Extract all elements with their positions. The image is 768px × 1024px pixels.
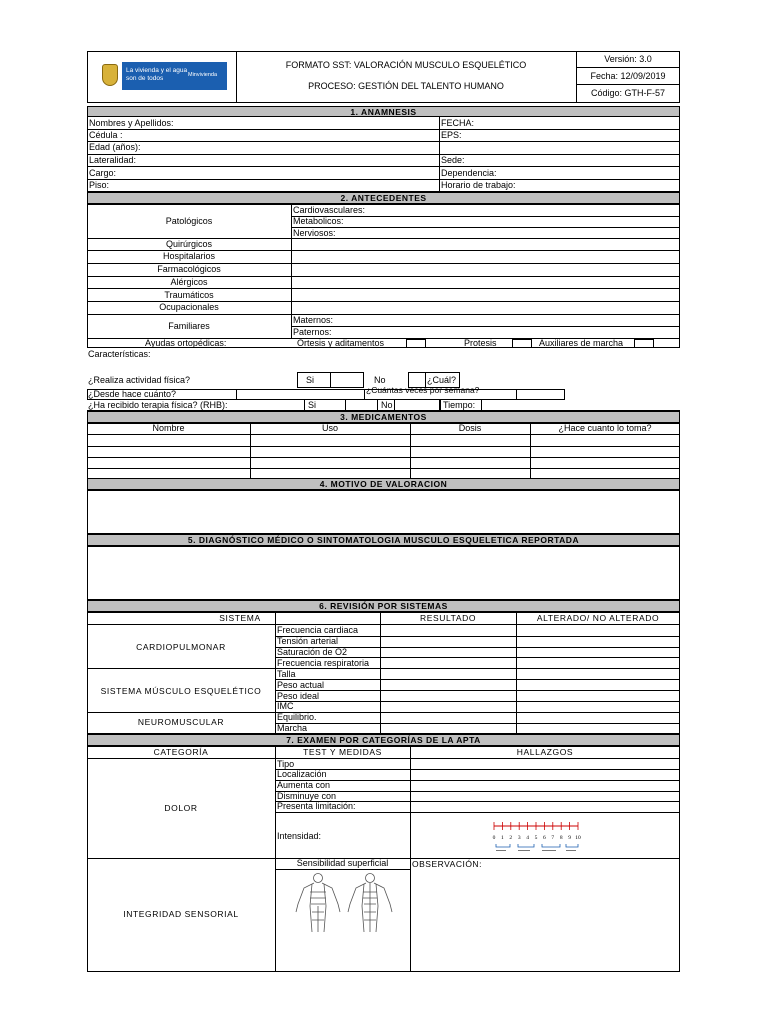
logo-text-line1: La vivienda y el agua xyxy=(126,67,188,74)
therapy-yes-label: Si xyxy=(308,400,317,410)
form-title: FORMATO SST: VALORACIÓN MUSCULO ESQUELÉTICO xyxy=(285,60,527,70)
pain-scale-number: 6 xyxy=(543,835,546,841)
cardiopulmonary-label: CARDIOPULMONAR xyxy=(136,642,226,652)
hospital-label: Hospitalarios xyxy=(162,251,216,261)
current-weight-label: Peso actual xyxy=(277,680,325,690)
findings-col-header: HALLAZGOS xyxy=(516,747,574,757)
category-col-header: CATEGORÍA xyxy=(153,747,209,757)
prosthesis-label: Protesis xyxy=(464,338,497,348)
med-col-use: Uso xyxy=(321,423,338,433)
superficial-sensitivity-label: Sensibilidad superficial xyxy=(296,858,389,868)
walking-aids-checkbox[interactable] xyxy=(634,339,654,348)
therapy-no-check[interactable] xyxy=(394,399,440,411)
pain-scale-number: 0 xyxy=(492,835,496,841)
oxygen-saturation-label: Saturación de O2 xyxy=(277,647,348,657)
process-title: PROCESO: GESTIÓN DEL TALENTO HUMANO xyxy=(308,81,504,91)
result-col-header: RESULTADO xyxy=(419,613,477,623)
orthoses-label: Ortesis y aditamentos xyxy=(297,338,385,348)
med-col-dose: Dosis xyxy=(458,423,482,433)
pain-scale-number: 9 xyxy=(568,835,571,841)
section-6-header: 6. REVISIÓN POR SISTEMAS xyxy=(87,600,680,612)
surgical-label: Quirúrgicos xyxy=(165,239,212,249)
med-col-since: ¿Hace cuanto lo toma? xyxy=(558,423,652,433)
schedule-field-label[interactable]: Horario de trabajo: xyxy=(441,180,516,190)
section-2-header: 2. ANTECEDENTES xyxy=(87,192,680,204)
nervous-label[interactable]: Nerviosos: xyxy=(293,228,336,238)
section-7-header: 7. EXAMEN POR CATEGORÍAS DE LA APTA xyxy=(87,734,680,746)
pain-scale-number: 1 xyxy=(501,835,504,841)
section-3-header: 3. MEDICAMENTOS xyxy=(87,411,680,423)
musculoskeletal-label: SISTEMA MÚSCULO ESQUELÉTICO xyxy=(100,686,262,696)
date-field-label[interactable]: FECHA: xyxy=(441,118,475,128)
altered-col-header: ALTERADO/ NO ALTERADO xyxy=(536,613,660,623)
site-field-label[interactable]: Sede: xyxy=(441,155,465,165)
pain-scale-number: 3 xyxy=(517,835,521,841)
maternal-label[interactable]: Maternos: xyxy=(293,315,334,325)
activity-no-label: No xyxy=(374,375,386,385)
activity-yes-label: Si xyxy=(306,375,315,385)
allergic-label: Alérgicos xyxy=(170,277,208,287)
observation-label[interactable]: OBSERVACIÓN: xyxy=(412,859,482,869)
occupational-label: Ocupacionales xyxy=(159,302,219,312)
height-label: Talla xyxy=(277,669,296,679)
pathological-label: Patológicos xyxy=(165,216,213,226)
pain-scale[interactable] xyxy=(492,818,584,854)
characteristics-label[interactable]: Características: xyxy=(88,349,151,359)
metabolic-label[interactable]: Metabolicos: xyxy=(293,216,344,226)
systems-table xyxy=(87,612,680,734)
position-field-label[interactable]: Cargo: xyxy=(89,168,117,178)
coat-of-arms-icon xyxy=(102,64,118,86)
bmi-label: IMC xyxy=(277,701,294,711)
therapy-label: ¿Ha recibido terapia física? (RHB): xyxy=(88,400,228,410)
eps-field-label[interactable]: EPS: xyxy=(441,130,462,140)
date-label: Fecha: 12/09/2019 xyxy=(590,71,666,81)
intensity-label: Intensidad: xyxy=(277,831,322,841)
logo xyxy=(96,60,231,92)
paternal-label[interactable]: Paternos: xyxy=(293,327,332,337)
balance-label: Equilibrio. xyxy=(277,712,317,722)
med-col-name: Nombre xyxy=(152,423,185,433)
therapy-time-box[interactable] xyxy=(440,399,482,411)
therapy-time-label[interactable]: Tiempo: xyxy=(443,400,476,410)
blood-pressure-label: Tensión arterial xyxy=(277,636,339,646)
id-field-label[interactable]: Cédula : xyxy=(89,130,123,140)
activity-yes-check[interactable] xyxy=(330,372,364,388)
pain-location-label: Localización xyxy=(277,769,327,779)
age-field-label[interactable]: Edad (años): xyxy=(89,142,141,152)
pain-scale-number: 2 xyxy=(509,835,513,841)
pain-type-label: Tipo xyxy=(277,759,295,769)
traumatic-label: Traumáticos xyxy=(164,290,214,300)
version-label: Versión: 3.0 xyxy=(604,54,652,64)
sensory-integrity-label: INTEGRIDAD SENSORIAL xyxy=(123,909,239,919)
logo-ministry: Minvivienda xyxy=(188,72,218,78)
name-field-label[interactable]: Nombres y Apellidos: xyxy=(89,118,174,128)
code-label: Código: GTH-F-57 xyxy=(590,88,666,98)
pain-label: DOLOR xyxy=(164,803,198,813)
section-1-header: 1. ANAMNESIS xyxy=(87,106,680,117)
neuromuscular-label: NEUROMUSCULAR xyxy=(137,717,225,727)
ideal-weight-label: Peso ideal xyxy=(277,691,320,701)
pain-decreases-label: Disminuye con xyxy=(277,791,337,801)
pain-scale-number: 5 xyxy=(534,835,538,841)
limitation-label: Presenta limitación: xyxy=(277,801,356,811)
physical-activity-label: ¿Realiza actividad física? xyxy=(88,375,191,385)
times-per-week-label[interactable]: ¿Cuántas veces por semana? xyxy=(366,385,480,395)
pain-scale-number: 10 xyxy=(575,835,581,841)
pharmacological-label: Farmacológicos xyxy=(157,264,221,274)
system-col-header: SISTEMA xyxy=(219,613,261,623)
pain-scale-number: 7 xyxy=(551,835,555,841)
valuation-reason-area[interactable] xyxy=(87,490,680,534)
therapy-yes-check[interactable] xyxy=(345,399,378,411)
pain-scale-number: 8 xyxy=(559,835,563,841)
pain-increases-label: Aumenta con xyxy=(277,780,331,790)
floor-field-label[interactable]: Piso: xyxy=(89,180,110,190)
logo-text-line2: son de todos xyxy=(126,75,164,82)
orthopedic-aids-label: Ayudas ortopédicas: xyxy=(145,338,227,348)
therapy-no-label: No xyxy=(381,400,393,410)
prosthesis-checkbox[interactable] xyxy=(512,339,532,348)
dermatome-body-diagram xyxy=(290,872,400,934)
heart-rate-label: Frecuencia cardiaca xyxy=(277,625,359,635)
which-activity-label: ¿Cuál? xyxy=(427,375,457,385)
orthoses-checkbox[interactable] xyxy=(406,339,426,348)
section-4-header: 4. MOTIVO DE VALORACION xyxy=(87,478,680,490)
laterality-field-label[interactable]: Lateralidad: xyxy=(89,155,137,165)
walking-aids-label: Auxiliares de marcha xyxy=(539,338,624,348)
respiratory-rate-label: Frecuencia respiratoria xyxy=(277,658,370,668)
tests-col-header: TEST Y MEDIDAS xyxy=(303,747,382,757)
diagnosis-area[interactable] xyxy=(87,546,680,600)
family-label: Familiares xyxy=(168,321,210,331)
gait-label: Marcha xyxy=(277,723,308,733)
cardiovascular-label[interactable]: Cardiovasculares: xyxy=(293,205,366,215)
since-when-label[interactable]: ¿Desde hace cuánto? xyxy=(88,389,177,399)
department-field-label[interactable]: Dependencia: xyxy=(441,168,497,178)
pain-scale-number: 4 xyxy=(526,835,529,841)
section-5-header: 5. DIAGNÓSTICO MÉDICO O SINTOMATOLOGIA MUSCULO ESQUELETICA REPORTADA xyxy=(87,534,680,546)
